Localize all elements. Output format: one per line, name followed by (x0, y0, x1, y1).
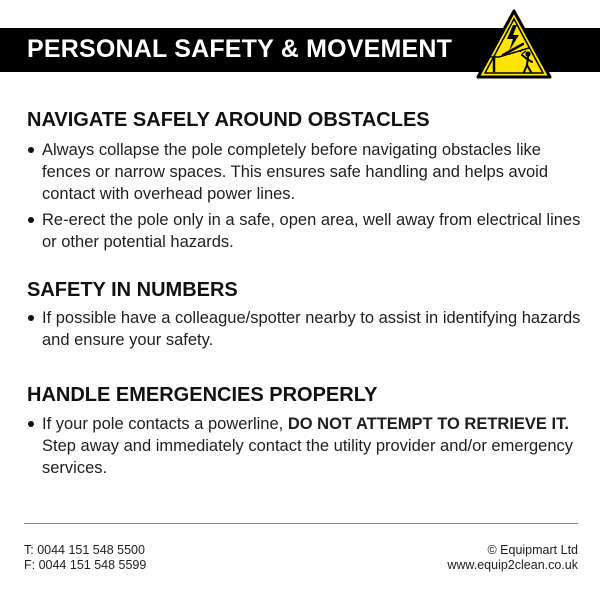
bullet-text (42, 413, 584, 479)
section-heading-obstacles: NAVIGATE SAFELY AROUND OBSTACLES (27, 109, 430, 131)
bullet-text-tail: Step away and immediately contact the utility provider and/or emergency services. (42, 437, 574, 477)
bullet-icon (28, 421, 34, 427)
bullet-icon (28, 217, 34, 223)
footer-fax: F: 0044 151 548 5599 (24, 558, 147, 572)
bullet-icon (28, 315, 34, 321)
bullet-text: Re-erect the pole only in a safe, open area, well away from electrical lines or other potential hazards. (42, 211, 581, 251)
list-item (24, 413, 584, 479)
emphasis-warning: DO NOT ATTEMPT TO RETRIEVE IT. (287, 415, 569, 433)
page-title: PERSONAL SAFETY & MOVEMENT (27, 35, 453, 63)
bullet-text: If possible have a colleague/spotter nearby to assist in identifying hazards and ensure your safety. (42, 309, 581, 349)
footer-telephone: T: 0044 151 548 5500 (24, 543, 145, 557)
list-item (24, 139, 584, 205)
bullet-text-lead: If your pole contacts a powerline, (42, 415, 288, 433)
bullet-icon (28, 147, 34, 153)
footer-copyright: © Equipmart Ltd (487, 543, 578, 557)
bullet-text: Always collapse the pole completely before navigating obstacles like fences or narrow spaces. This ensures safe handling and helps avoid contact with overhead power lines. (42, 141, 548, 203)
list-item (24, 307, 584, 351)
list-item (24, 209, 584, 253)
footer-website: www.equip2clean.co.uk (447, 558, 578, 572)
electrical-hazard-warning-icon (475, 8, 553, 80)
footer-divider (24, 523, 578, 524)
section-heading-safety-numbers: SAFETY IN NUMBERS (27, 279, 238, 301)
section-heading-emergencies: HANDLE EMERGENCIES PROPERLY (27, 384, 378, 406)
